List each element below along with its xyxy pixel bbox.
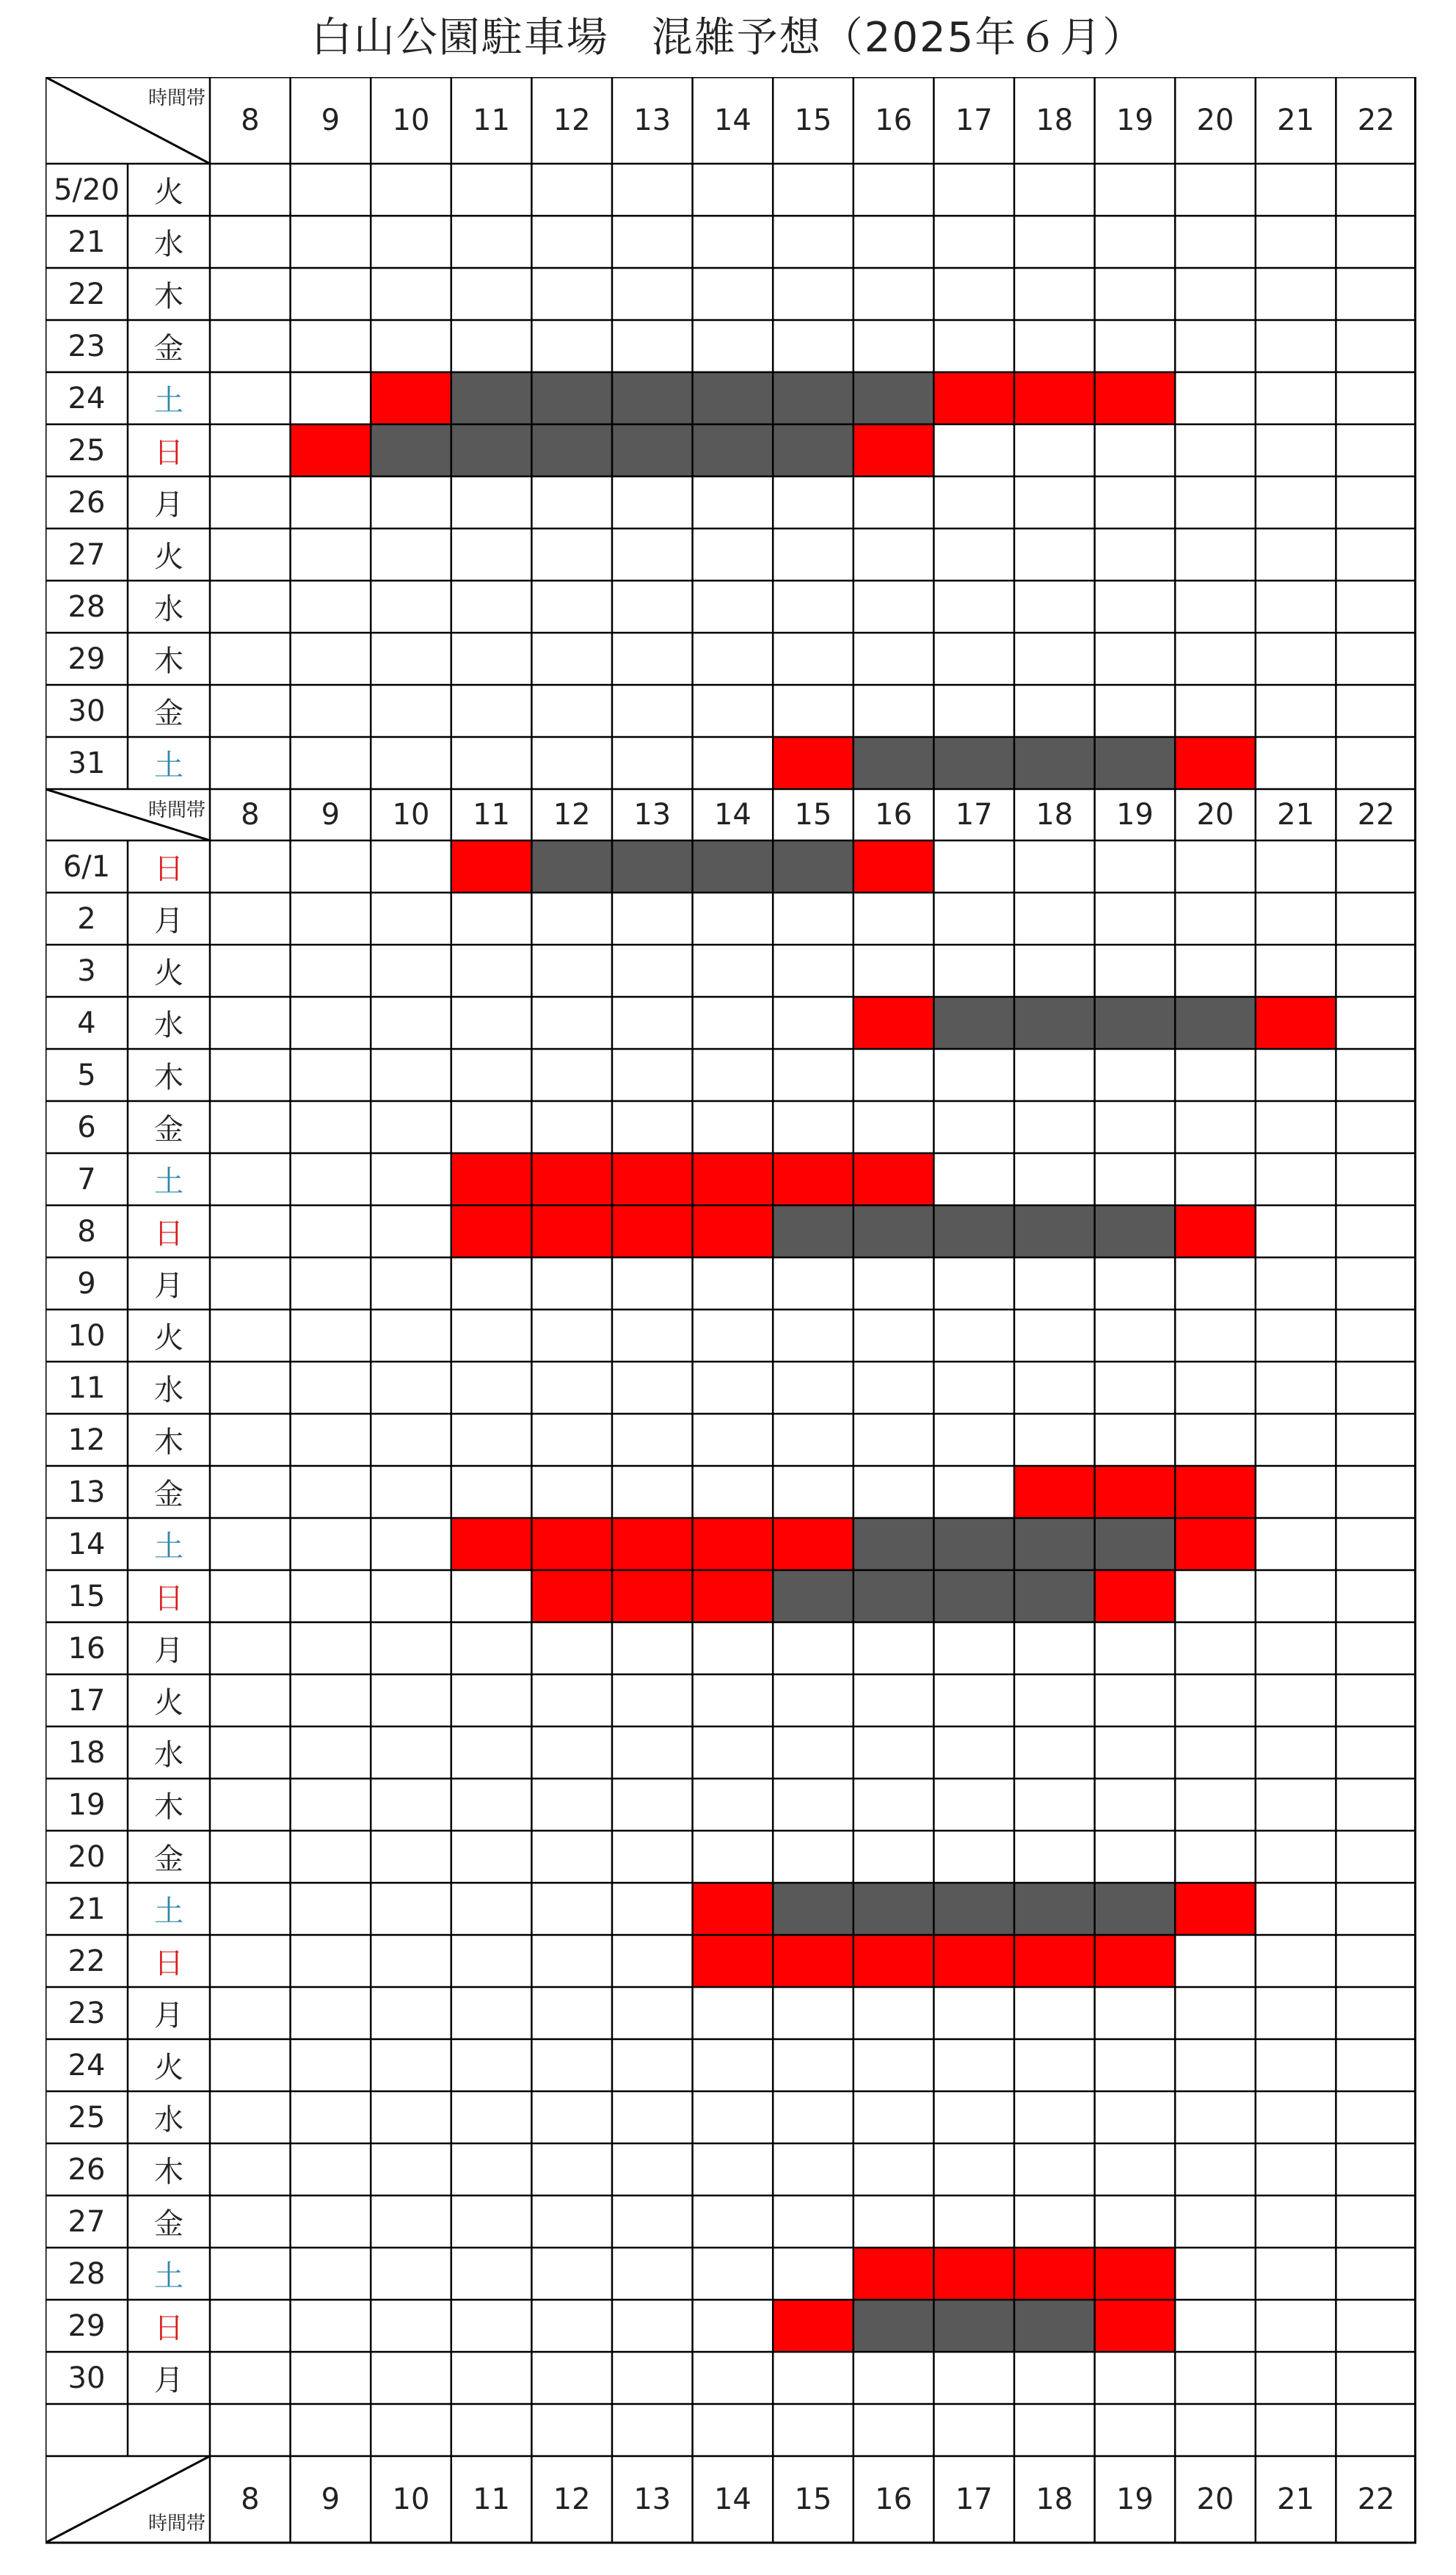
date-cell: 24 <box>68 2048 106 2082</box>
weekday-cell: 日 <box>154 1217 183 1251</box>
hour-header-18: 18 <box>1035 798 1074 832</box>
date-cell: 30 <box>68 694 106 728</box>
hour-header-13: 13 <box>633 2483 671 2516</box>
date-cell: 31 <box>68 746 106 780</box>
hour-header-19: 19 <box>1115 103 1154 137</box>
hour-header-20: 20 <box>1196 103 1234 137</box>
date-cell: 5/20 <box>54 172 120 207</box>
weekday-cell: 金 <box>154 332 183 366</box>
date-cell: 27 <box>68 537 106 572</box>
date-cell: 6/1 <box>62 849 111 884</box>
date-cell: 6 <box>77 1110 96 1144</box>
date-cell: 11 <box>68 1370 106 1405</box>
date-cell: 28 <box>68 589 106 624</box>
hour-header-12: 12 <box>553 103 591 137</box>
weekday-cell: 月 <box>154 1269 183 1303</box>
hour-header-16: 16 <box>875 798 913 832</box>
weekday-cell: 土 <box>154 1895 183 1928</box>
date-cell: 12 <box>68 1423 106 1457</box>
hour-header-22: 22 <box>1357 103 1395 137</box>
date-cell: 23 <box>68 329 106 363</box>
date-cell: 8 <box>77 1214 96 1249</box>
table-grid-lines <box>46 77 1416 2558</box>
weekday-cell: 金 <box>154 1113 183 1147</box>
weekday-cell: 木 <box>154 2155 183 2189</box>
weekday-cell: 土 <box>154 1530 183 1563</box>
corner-label-time-slot: 時間帯 <box>148 87 205 109</box>
date-cell: 27 <box>68 2204 106 2239</box>
hour-header-15: 15 <box>794 103 832 137</box>
weekday-cell: 水 <box>154 1009 183 1042</box>
hour-header-14: 14 <box>713 798 751 832</box>
weekday-cell: 火 <box>154 1321 183 1355</box>
date-cell: 10 <box>68 1318 106 1353</box>
hour-header-17: 17 <box>955 2483 993 2516</box>
date-cell: 25 <box>68 2100 106 2135</box>
hour-header-13: 13 <box>633 103 671 137</box>
date-cell: 18 <box>68 1735 106 1770</box>
date-cell: 24 <box>68 381 106 415</box>
weekday-cell: 金 <box>154 1842 183 1876</box>
weekday-cell: 月 <box>154 488 183 522</box>
date-cell: 17 <box>68 1683 106 1718</box>
weekday-cell: 日 <box>154 2311 183 2345</box>
weekday-cell: 金 <box>154 697 183 730</box>
weekday-cell: 月 <box>154 904 183 938</box>
hour-header-14: 14 <box>713 2483 751 2516</box>
hour-header-15: 15 <box>794 798 832 832</box>
weekday-cell: 金 <box>154 2207 183 2241</box>
hour-header-18: 18 <box>1035 2483 1074 2516</box>
weekday-cell: 木 <box>154 1425 183 1459</box>
weekday-cell: 火 <box>154 956 183 990</box>
date-cell: 26 <box>68 485 106 520</box>
weekday-cell: 木 <box>154 1061 183 1094</box>
weekday-cell: 土 <box>154 749 183 782</box>
congestion-grid <box>46 77 1416 2558</box>
date-cell: 7 <box>77 1162 96 1196</box>
hour-header-17: 17 <box>955 103 993 137</box>
corner-label-time-slot: 時間帯 <box>148 799 205 821</box>
page-title: 白山公園駐車場 混雑予想（2025年６月） <box>310 14 1146 62</box>
weekday-cell: 月 <box>154 1999 183 2033</box>
weekday-cell: 水 <box>154 2103 183 2137</box>
date-cell: 23 <box>68 1996 106 2030</box>
weekday-cell: 土 <box>154 2259 183 2293</box>
hour-header-15: 15 <box>794 2483 832 2516</box>
hour-header-11: 11 <box>473 2483 511 2516</box>
hour-header-8: 8 <box>241 798 260 832</box>
hour-header-14: 14 <box>713 103 751 137</box>
weekday-cell: 水 <box>154 1738 183 1772</box>
hour-header-17: 17 <box>955 798 993 832</box>
date-cell: 29 <box>68 2309 106 2343</box>
weekday-cell: 木 <box>154 644 183 678</box>
weekday-cell: 日 <box>154 436 183 470</box>
date-cell: 13 <box>68 1475 106 1509</box>
weekday-cell: 水 <box>154 1373 183 1407</box>
date-cell: 28 <box>68 2256 106 2291</box>
weekday-cell: 日 <box>154 1582 183 1616</box>
date-cell: 21 <box>68 1892 106 1926</box>
weekday-cell: 金 <box>154 1478 183 1511</box>
date-cell: 19 <box>68 1787 106 1822</box>
hour-header-11: 11 <box>473 798 511 832</box>
weekday-cell: 火 <box>154 175 183 209</box>
date-cell: 14 <box>68 1527 106 1561</box>
weekday-cell: 水 <box>154 228 183 261</box>
hour-header-12: 12 <box>553 2483 591 2516</box>
hour-header-9: 9 <box>321 103 341 137</box>
hour-header-20: 20 <box>1196 798 1234 832</box>
weekday-cell: 土 <box>154 384 183 418</box>
date-cell: 4 <box>77 1006 96 1040</box>
hour-header-16: 16 <box>875 103 913 137</box>
hour-header-8: 8 <box>241 2483 260 2516</box>
hour-header-9: 9 <box>321 2483 341 2516</box>
hour-header-13: 13 <box>633 798 671 832</box>
hour-header-11: 11 <box>473 103 511 137</box>
date-cell: 5 <box>77 1058 96 1092</box>
hour-header-21: 21 <box>1277 2483 1315 2516</box>
hour-header-19: 19 <box>1115 2483 1154 2516</box>
hour-header-21: 21 <box>1277 798 1315 832</box>
date-cell: 9 <box>77 1266 96 1301</box>
hour-header-22: 22 <box>1357 2483 1395 2516</box>
weekday-cell: 月 <box>154 2364 183 2397</box>
date-cell: 3 <box>77 954 96 988</box>
weekday-cell: 火 <box>154 1686 183 1720</box>
weekday-cell: 木 <box>154 280 183 313</box>
hour-header-22: 22 <box>1357 798 1395 832</box>
date-cell: 25 <box>68 433 106 468</box>
hour-header-18: 18 <box>1035 103 1074 137</box>
weekday-cell: 月 <box>154 1634 183 1668</box>
date-cell: 30 <box>68 2361 106 2395</box>
date-cell: 2 <box>77 901 96 936</box>
hour-header-10: 10 <box>392 2483 430 2516</box>
weekday-cell: 水 <box>154 592 183 626</box>
weekday-cell: 日 <box>154 1947 183 1980</box>
date-cell: 15 <box>68 1579 106 1613</box>
weekday-cell: 日 <box>154 852 183 886</box>
hour-header-8: 8 <box>241 103 260 137</box>
hour-header-16: 16 <box>875 2483 913 2516</box>
hour-header-9: 9 <box>321 798 341 832</box>
date-cell: 20 <box>68 1839 106 1874</box>
date-cell: 21 <box>68 225 106 259</box>
hour-header-21: 21 <box>1277 103 1315 137</box>
corner-label-time-slot: 時間帯 <box>148 2513 205 2535</box>
weekday-cell: 木 <box>154 1790 183 1824</box>
hour-header-12: 12 <box>553 798 591 832</box>
date-cell: 22 <box>68 277 106 311</box>
hour-header-10: 10 <box>392 798 430 832</box>
weekday-cell: 火 <box>154 2051 183 2085</box>
date-cell: 26 <box>68 2152 106 2187</box>
hour-header-10: 10 <box>392 103 430 137</box>
weekday-cell: 土 <box>154 1165 183 1199</box>
hour-header-20: 20 <box>1196 2483 1234 2516</box>
date-cell: 29 <box>68 642 106 676</box>
date-cell: 22 <box>68 1944 106 1978</box>
hour-header-19: 19 <box>1115 798 1154 832</box>
date-cell: 16 <box>68 1631 106 1666</box>
weekday-cell: 火 <box>154 540 183 574</box>
